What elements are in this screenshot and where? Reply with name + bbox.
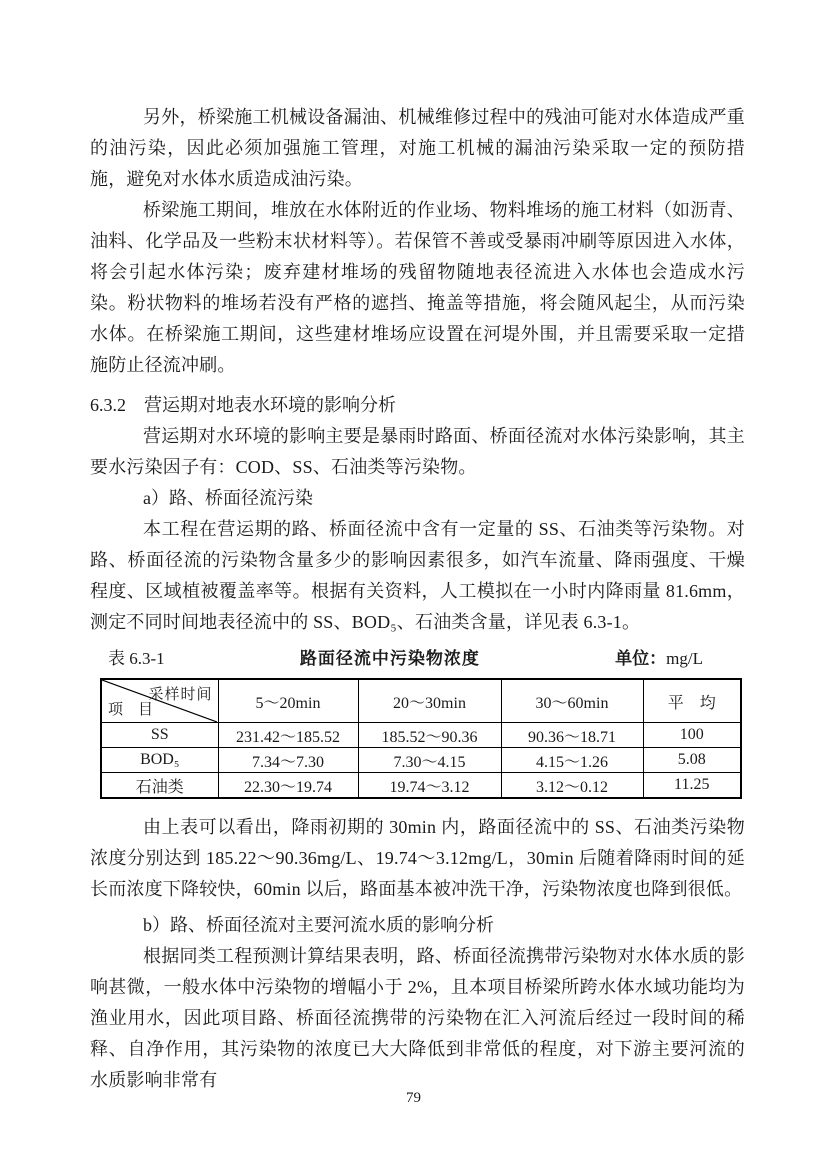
table-caption (90, 646, 745, 672)
corner-label-sampling-time: 采样时间 (148, 687, 213, 703)
cell-value: 22.30～19.74 (218, 773, 358, 799)
row-label: BOD₅ (101, 748, 218, 773)
paragraph-river-impact: 根据同类工程预测计算结果表明，路、桥面径流携带污染物对水体水质的影响甚微，一般水体中污染物的增幅小于 2%，且本项目桥梁所跨水体水域功能均为渔业用水，因此项目路、桥面径流携带的污染物在汇入河流后经过一段时间的稀释、自净作用，其污染物的浓度已大大降低到非常低的程度，对下游主要河流的水质影响非常有 (90, 946, 745, 1090)
corner-label-item: 项 目 (108, 702, 154, 718)
paragraph-runoff-pollutants: 本工程在营运期的路、桥面径流中含有一定量的 SS、石油类等污染物。对路、桥面径流的污染物含量多少的影响因素很多，如汽车流量、降雨强度、干燥程度、区域植被覆盖率等。根据有关资料，人工模拟在一小时内降雨量 81.6mm，测定不同时间地表径流中的 SS、BOD₅、石油类含量，详见表 6.3-1。 (90, 519, 745, 632)
table-row-bod5 (101, 748, 741, 773)
column-header-5-20min: 5～20min (218, 679, 358, 723)
table-title: 路面径流中污染物浓度 (299, 649, 480, 668)
table-row-petroleum (101, 773, 741, 799)
cell-value: 5.08 (643, 748, 741, 773)
cell-value: 100 (643, 723, 741, 748)
row-label: 石油类 (101, 773, 218, 799)
cell-value: 90.36～18.71 (501, 723, 643, 748)
table-label: 表 6.3-1 (108, 649, 165, 668)
column-header-20-30min: 20～30min (358, 679, 501, 723)
cell-value: 3.12～0.12 (501, 773, 643, 799)
table-header-row (101, 679, 741, 723)
column-header-average: 平 均 (643, 679, 741, 723)
table-unit-value: mg/L (666, 649, 703, 668)
cell-value: 7.30～4.15 (358, 748, 501, 773)
subheading-a: a）路、桥面径流污染 (143, 488, 313, 508)
row-label: SS (101, 723, 218, 748)
cell-value: 19.74～3.12 (358, 773, 501, 799)
paragraph-oil-pollution: 另外，桥梁施工机械设备漏油、机械维修过程中的残油可能对水体造成严重的油污染，因此必须加强施工管理，对施工机械的漏油污染采取一定的预防措施，避免对水体水质造成油污染。 (90, 107, 745, 189)
cell-value: 11.25 (643, 773, 741, 799)
paragraph-table-analysis: 由上表可以看出，降雨初期的 30min 内，路面径流中的 SS、石油类污染物浓度分别达到 185.22～90.36mg/L、19.74～3.12mg/L，30min 后随着降雨时间的延长而浓度下降较快，60min 以后，路面基本被冲洗干净，污染物浓度也降到很低。 (90, 817, 745, 899)
cell-value: 185.52～90.36 (358, 723, 501, 748)
table-row-ss (101, 723, 741, 748)
cell-value: 7.34～7.30 (218, 748, 358, 773)
table-unit-label: 单位： (615, 649, 667, 668)
cell-value: 4.15～1.26 (501, 748, 643, 773)
column-header-30-60min: 30～60min (501, 679, 643, 723)
subheading-b: b）路、桥面径流对主要河流水质的影响分析 (143, 915, 494, 935)
table-corner-cell (101, 679, 218, 723)
pollutant-concentration-table (100, 678, 742, 799)
cell-value: 231.42～185.52 (218, 723, 358, 748)
table-unit (615, 646, 703, 672)
section-heading-632: 6.3.2 营运期对地表水环境的影响分析 (90, 395, 396, 415)
page-content (90, 102, 745, 1096)
page-number: 79 (406, 1090, 421, 1106)
paragraph-material-stockpile: 桥梁施工期间，堆放在水体附近的作业场、物料堆场的施工材料（如沥青、油料、化学品及一些粉末状材料等）。若保管不善或受暴雨冲刷等原因进入水体，将会引起水体污染；废弃建材堆场的残留物随地表径流进入水体也会造成水污染。粉状物料的堆场若没有严格的遮挡、掩盖等措施，将会随风起尘，从而污染水体。在桥梁施工期间，这些建材堆场应设置在河堤外围，并且需要采取一定措施防止径流冲刷。 (90, 200, 745, 375)
paragraph-operation-period: 营运期对水环境的影响主要是暴雨时路面、桥面径流对水体污染影响，其主要水污染因子有：COD、SS、石油类等污染物。 (90, 426, 745, 477)
